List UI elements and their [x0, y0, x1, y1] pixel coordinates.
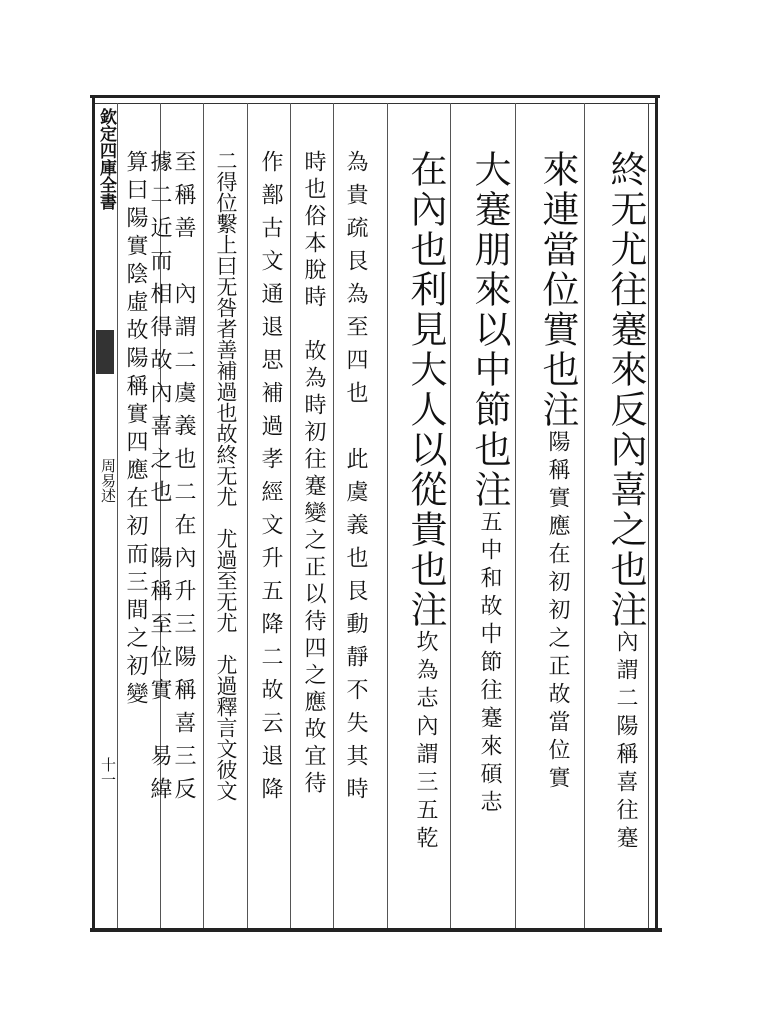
text-column-1	[598, 150, 652, 854]
main-text: 大蹇朋來以中節也注	[468, 150, 511, 510]
column-rule	[247, 103, 248, 928]
text-column-4	[398, 150, 452, 854]
column-rule	[290, 103, 291, 928]
text-column-9: 至稱善 內謂二虞義也二在內升三陽稱喜三反	[171, 150, 196, 810]
column-rule	[584, 103, 585, 928]
text-column-6: 時也俗本脫時 故為時初往蹇變之正以待四之應故宜待	[301, 150, 326, 798]
column-rule	[203, 103, 204, 928]
text-column-3	[462, 150, 516, 818]
text-column-8: 二得位繫上曰无咎者善補過也故終无尤 尤過至无尤 尤過釋言文彼文	[214, 150, 238, 801]
main-text: 終无尤往蹇來反內喜之也注	[604, 150, 647, 630]
frame-top-border	[90, 95, 660, 98]
commentary-text: 陽稱實應在初初之正故當位實	[545, 430, 570, 794]
frame-top-inner-border	[95, 103, 655, 104]
margin-page-number: 十一	[99, 757, 117, 787]
text-column-5: 為貴疏艮為至四也 此虞義也艮動靜不失其時	[343, 150, 368, 810]
margin-book-title: 周易述	[99, 458, 117, 503]
frame-bottom-border	[90, 928, 662, 932]
margin-title: 欽定四庫全書	[96, 108, 116, 210]
main-text: 在內也利見大人以從貴也注	[404, 150, 447, 630]
commentary-text: 內謂二陽稱喜往蹇	[613, 630, 638, 854]
frame-right-border	[655, 95, 658, 931]
text-column-7: 作鄯古文通退思補過孝經文升五降二故云退降	[258, 150, 283, 810]
commentary-text: 坎為志內謂三五乾	[413, 630, 438, 854]
text-column-10: 據二近而相得故內喜之也 陽稱至位實 易緯	[147, 150, 172, 810]
column-rule	[387, 103, 388, 928]
margin-black-band	[96, 330, 114, 374]
commentary-text: 五中和故中節往蹇來碩志	[477, 510, 502, 818]
text-column-2	[530, 150, 584, 794]
text-column-11: 算曰陽實陰虛故陽稱實四應在初而三間之初變	[123, 150, 148, 710]
column-rule	[117, 103, 118, 928]
main-text: 來連當位實也注	[536, 150, 579, 430]
column-rule	[333, 103, 334, 928]
margin-column	[95, 103, 117, 928]
